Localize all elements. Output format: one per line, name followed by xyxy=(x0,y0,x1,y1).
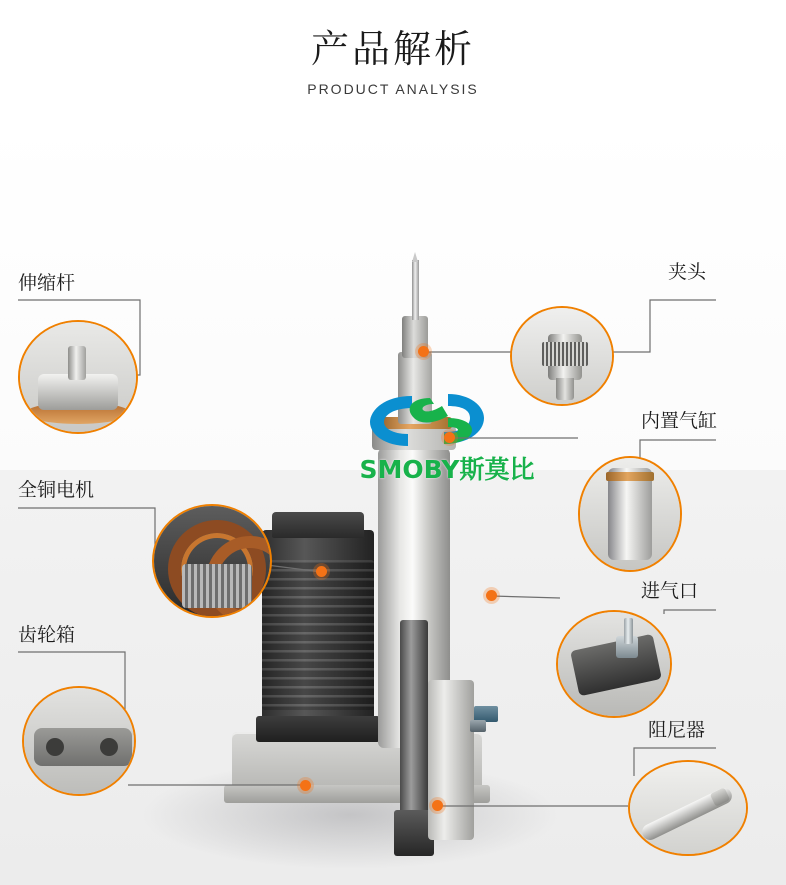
gearbox-bore-1 xyxy=(46,738,64,756)
callout-thumb-damper[interactable] xyxy=(628,760,748,856)
hotspot-damper[interactable] xyxy=(432,800,443,811)
callout-thumb-telescopic-rod[interactable] xyxy=(18,320,138,434)
callout-label-built-in-cylinder: 内置气缸 xyxy=(641,410,718,432)
callout-label-copper-motor: 全铜电机 xyxy=(18,479,95,501)
callout-label-drill-chuck: 夹头 xyxy=(668,261,707,283)
callout-label-air-inlet: 进气口 xyxy=(641,580,699,602)
rod-shaft xyxy=(68,346,86,380)
hotspot-copper-motor[interactable] xyxy=(316,566,327,577)
cylinder-copper-band xyxy=(606,472,654,481)
callout-thumb-air-inlet[interactable] xyxy=(556,610,672,718)
callout-label-damper: 阻尼器 xyxy=(648,719,706,741)
hotspot-built-in-cylinder[interactable] xyxy=(444,432,455,443)
hotspot-drill-chuck[interactable] xyxy=(418,346,429,357)
chuck-nose xyxy=(556,378,574,400)
gearbox-bore-2 xyxy=(100,738,118,756)
callout-label-telescopic-rod: 伸缩杆 xyxy=(18,272,76,294)
page-title-cn: 产品解析 xyxy=(310,27,475,71)
page-title-en: PRODUCT ANALYSIS xyxy=(307,81,479,97)
callout-thumb-gearbox[interactable] xyxy=(22,686,136,796)
air-tube xyxy=(624,618,633,644)
callout-thumb-copper-motor[interactable] xyxy=(152,504,272,618)
chuck-knurl xyxy=(542,342,588,366)
cylinder-tube xyxy=(608,468,652,560)
stator-core xyxy=(182,564,252,608)
hotspot-gearbox[interactable] xyxy=(300,780,311,791)
callout-thumb-drill-chuck[interactable] xyxy=(510,306,614,406)
watermark-text: SMOBY斯莫比 xyxy=(359,455,535,484)
callout-thumb-built-in-cylinder[interactable] xyxy=(578,456,682,572)
callout-label-gearbox: 齿轮箱 xyxy=(18,624,76,646)
hotspot-air-inlet[interactable] xyxy=(486,590,497,601)
